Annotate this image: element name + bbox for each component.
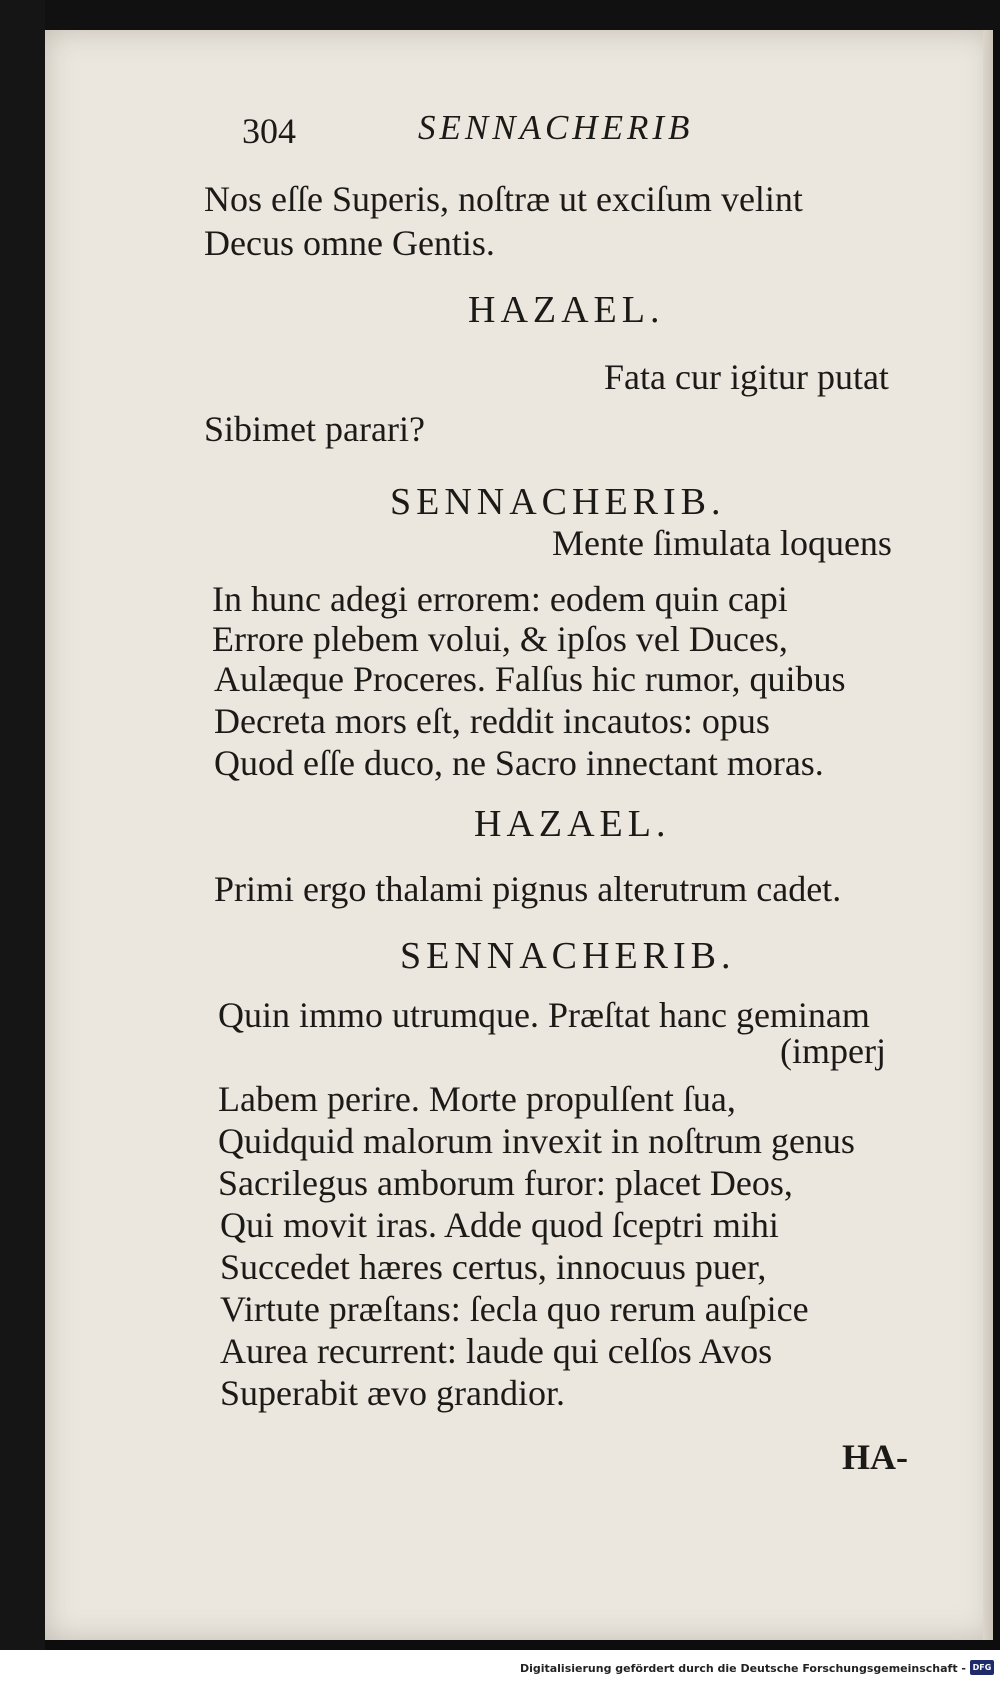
- page-edge: [983, 30, 993, 1640]
- verse-line: Errore plebem volui, & ipſos vel Duces,: [212, 619, 788, 659]
- verse-line: Quidquid malorum invexit in noſtrum genus: [218, 1121, 855, 1161]
- dfg-logo: DFG: [970, 1660, 994, 1675]
- speaker-name: HAZAEL.: [468, 289, 665, 331]
- verse-line: Mente ſimulata loquens: [552, 523, 892, 563]
- verse-line: Succedet hæres certus, innocuus puer,: [220, 1247, 767, 1287]
- speaker-name: HAZAEL.: [474, 803, 671, 845]
- verse-line: Sibimet parari?: [204, 409, 425, 449]
- footer-bar: [0, 1650, 1000, 1690]
- verse-line: Virtute præſtans: ſecla quo rerum auſpice: [220, 1289, 809, 1329]
- verse-line: Decus omne Gentis.: [204, 223, 495, 263]
- speaker-name: SENNACHERIB.: [390, 481, 726, 523]
- verse-line: Quin immo utrumque. Præſtat hanc geminam: [218, 995, 870, 1035]
- catchword: HA-: [842, 1437, 908, 1477]
- speaker-name: SENNACHERIB.: [400, 935, 736, 977]
- verse-line: Primi ergo thalami pignus alterutrum cadet.: [214, 869, 842, 909]
- page-number: 304: [242, 111, 296, 151]
- scan-left-border: [0, 0, 45, 1650]
- verse-turnover: (imperj: [780, 1031, 886, 1071]
- verse-line: Sacrilegus amborum furor: placet Deos,: [218, 1163, 793, 1203]
- verse-line: Aurea recurrent: laude qui celſos Avos: [220, 1331, 773, 1371]
- verse-line: Labem perire. Morte propulſent ſua,: [218, 1079, 736, 1119]
- verse-line: Fata cur igitur putat: [604, 357, 889, 397]
- verse-line: Quod eſſe duco, ne Sacro innectant moras.: [214, 743, 824, 783]
- running-title: SENNACHERIB: [418, 108, 694, 147]
- verse-line: In hunc adegi errorem: eodem quin capi: [212, 579, 788, 619]
- verse-line: Qui movit iras. Adde quod ſceptri mihi: [220, 1205, 779, 1245]
- scan-top-border: [0, 0, 1000, 30]
- verse-line: Superabit ævo grandior.: [220, 1373, 565, 1413]
- funding-credit: Digitalisierung gefördert durch die Deutsche Forschungsgemeinschaft -: [519, 1662, 966, 1675]
- verse-line: Decreta mors eſt, reddit incautos: opus: [214, 701, 770, 741]
- verse-line: Aulæque Proceres. Falſus hic rumor, quibus: [214, 659, 846, 699]
- verse-line: Nos eſſe Superis, noſtræ ut exciſum velint: [204, 179, 803, 219]
